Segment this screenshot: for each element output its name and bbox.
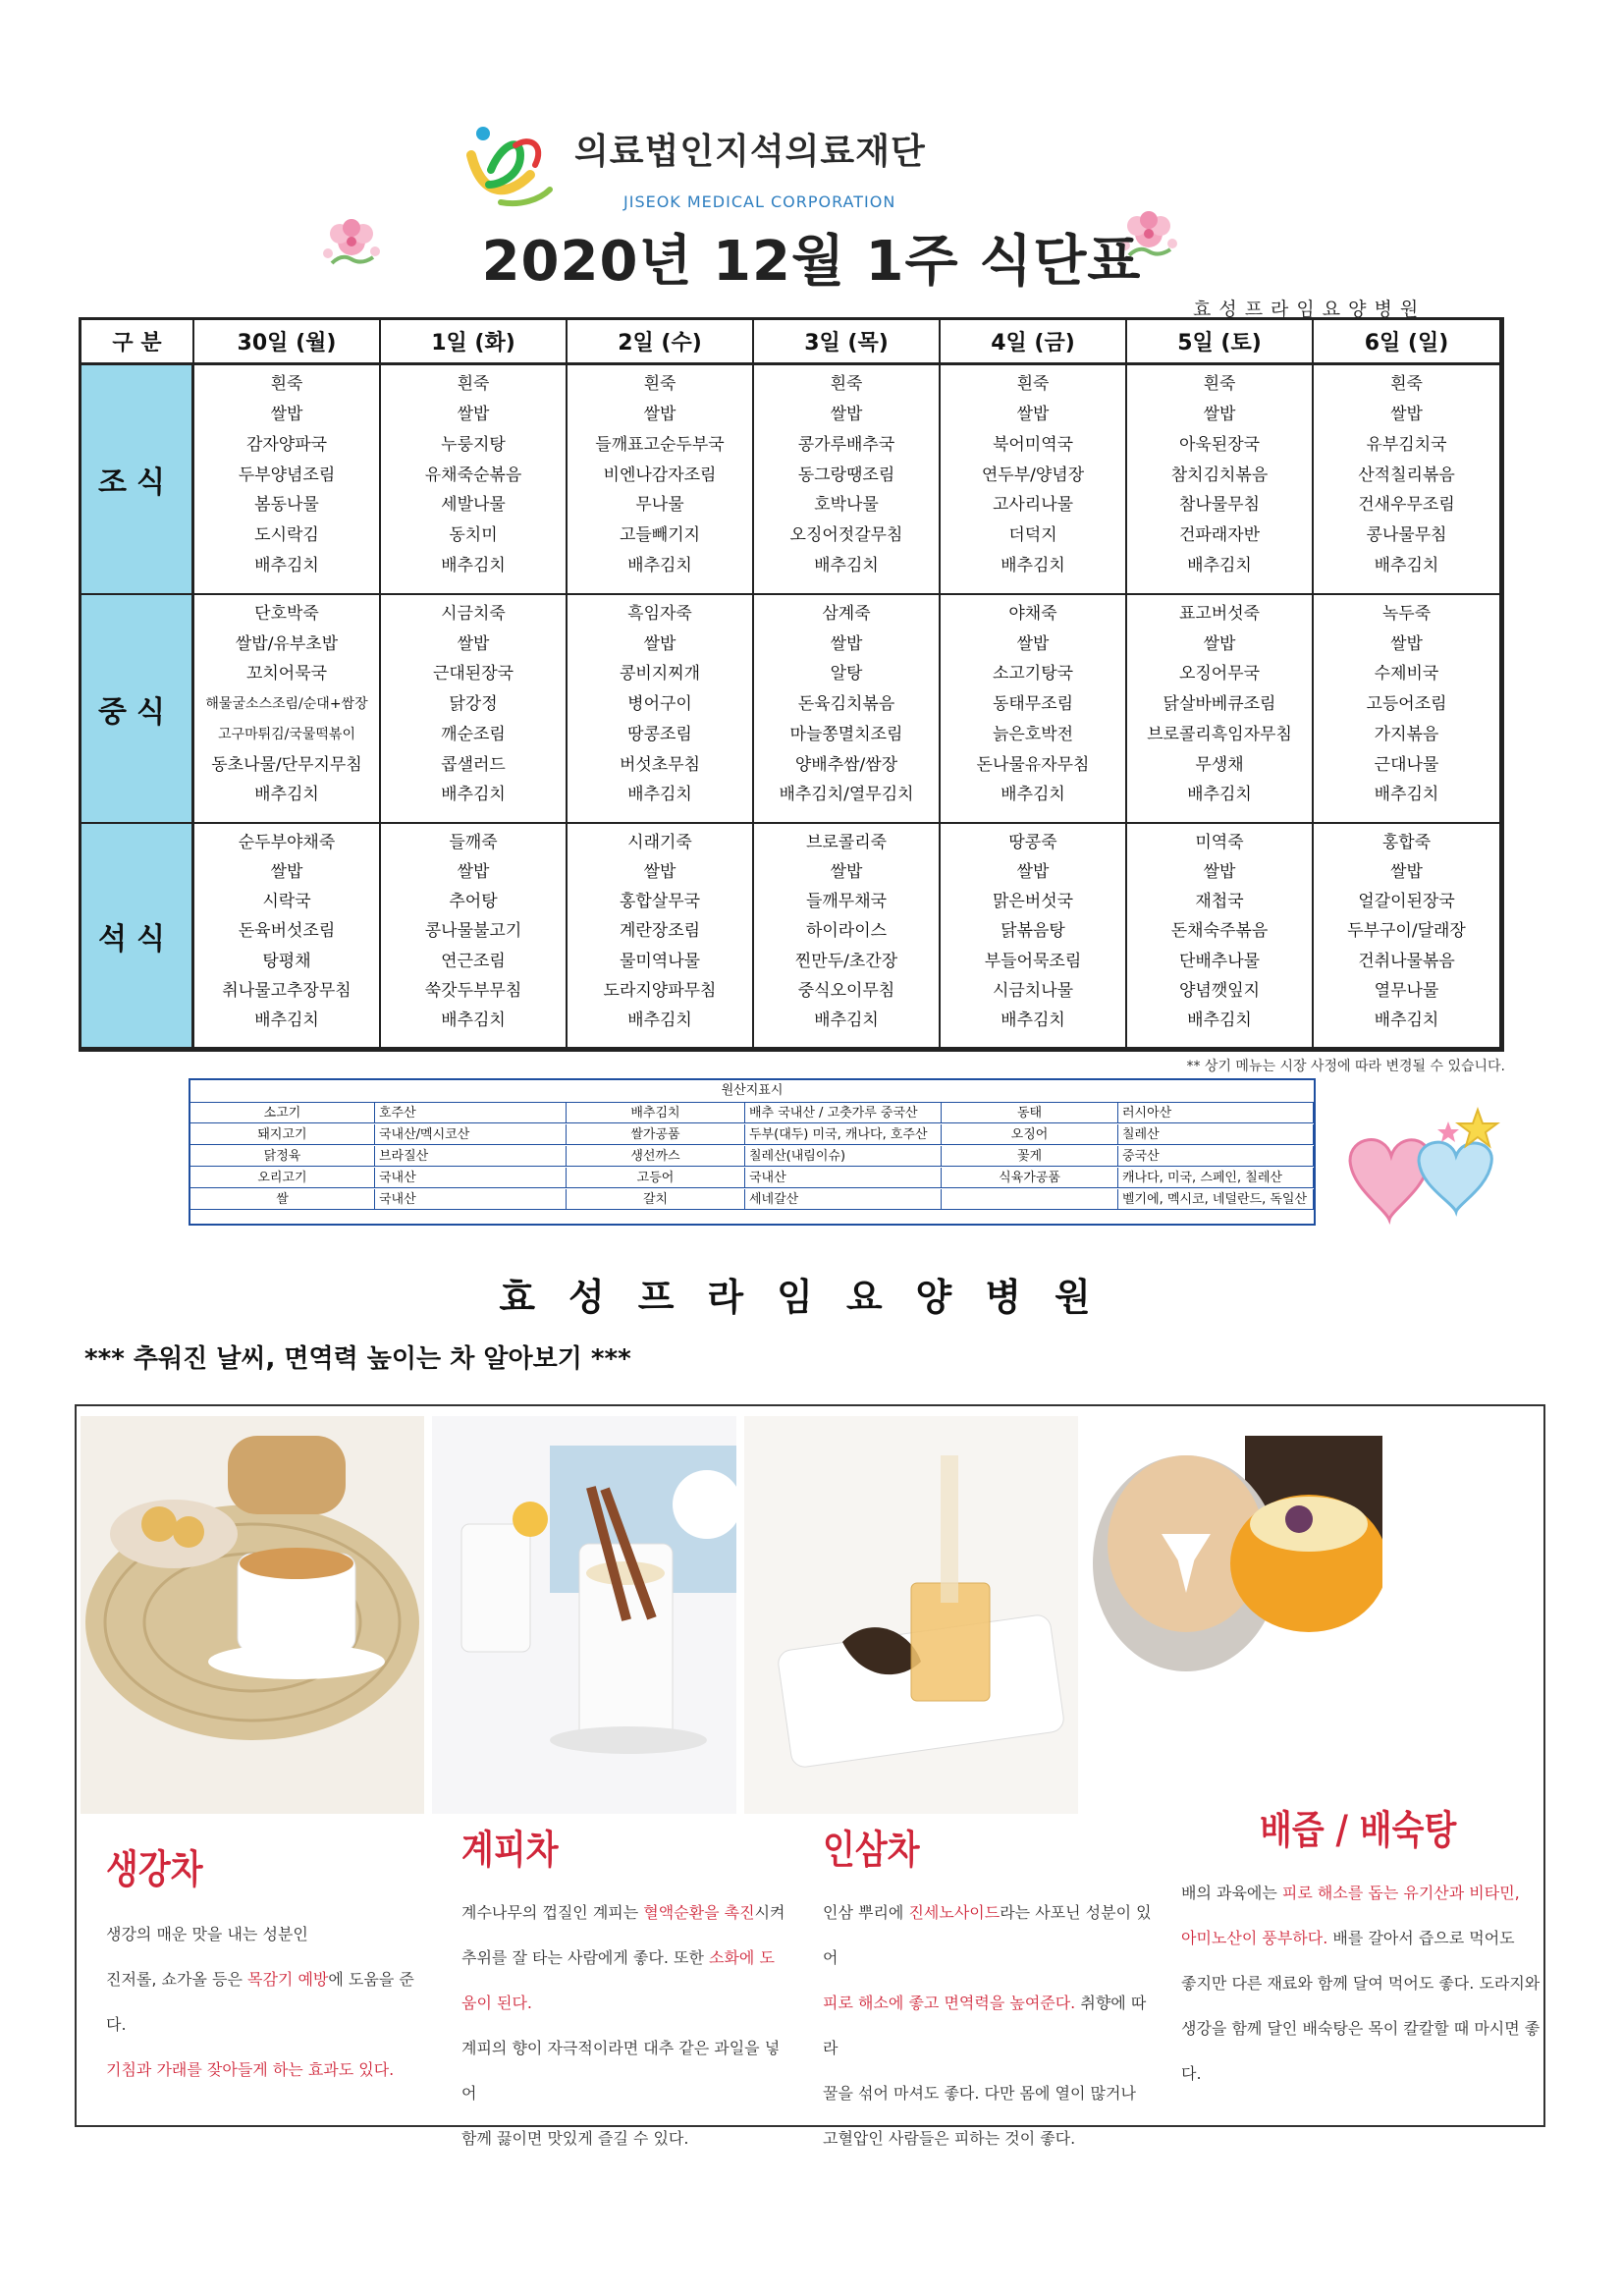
menu-item: 흰죽: [643, 374, 676, 394]
origin-item: 닭정육: [190, 1146, 375, 1167]
menu-item: 참치김치볶음: [1170, 465, 1269, 485]
menu-item: 취나물고추장무침: [222, 980, 352, 1001]
menu-item: 누룽지탕: [441, 434, 506, 455]
menu-cell: [941, 824, 1127, 1049]
menu-item: 쌀밥: [1016, 862, 1050, 883]
org-logo: [461, 116, 972, 214]
tea-description-line: [461, 2026, 785, 2116]
menu-item: 무나물: [635, 495, 684, 516]
menu-item: 콩나물무침: [1366, 525, 1447, 546]
menu-item: 버섯초무침: [619, 754, 701, 775]
menu-cell: [754, 595, 941, 824]
tea-description-line: [823, 1890, 1157, 1981]
menu-item: 야채죽: [1008, 604, 1057, 624]
origin-country: 벨기에, 멕시코, 네덜란드, 독일산: [1118, 1189, 1314, 1210]
menu-item: 돈나물유자무침: [976, 754, 1090, 775]
menu-change-notice: ** 상기 메뉴는 시장 사정에 따라 변경될 수 있습니다.: [1186, 1059, 1505, 1074]
menu-item: 시금치죽: [441, 604, 506, 624]
menu-item: 도시락김: [254, 525, 319, 546]
menu-item: 오징어무국: [1178, 664, 1261, 684]
org-logo-icon: [461, 116, 560, 214]
origin-country: 국내산: [375, 1168, 567, 1188]
menu-item: 쌀밥: [830, 862, 863, 883]
text-segment: 생강을 함께 달인 배숙탕은 목이 칼칼할 때 마시면 좋다.: [1181, 2019, 1541, 2083]
text-segment: 배의 과육에는: [1181, 1884, 1282, 1902]
header-day: 2일 (수): [568, 320, 754, 365]
highlighted-text: 혈액순환을 촉진: [643, 1903, 755, 1922]
menu-item: 동태무조림: [992, 694, 1074, 715]
menu-item: 쌀밥: [270, 862, 303, 883]
menu-item: 쌀밥: [1203, 633, 1236, 654]
menu-item: 감자양파국: [245, 434, 328, 455]
menu-item: 유부김치국: [1366, 434, 1447, 455]
origin-country: 캐나다, 미국, 스페인, 칠레산: [1118, 1168, 1314, 1188]
menu-item: 쌀밥/유부초밥: [235, 633, 339, 654]
text-segment: 계수나무의 껍질인 계피는: [461, 1903, 644, 1922]
menu-item: 고구마튀김/국물떡볶이: [218, 726, 355, 742]
menu-item: 오징어젓갈무침: [789, 525, 903, 546]
menu-cell: [1314, 824, 1501, 1049]
menu-item: 시락국: [262, 892, 311, 912]
menu-item: 더덕지: [1008, 525, 1057, 546]
origin-table-title: 원산지표시: [190, 1080, 1314, 1103]
menu-cell: [381, 365, 568, 595]
origin-country: 국내산: [745, 1168, 942, 1188]
text-segment: 꿀을 섞어 마셔도 좋다. 다만 몸에 열이 많거나: [823, 2084, 1136, 2103]
text-segment: 배를 갈아서 즙으로 먹어도: [1327, 1929, 1515, 1947]
menu-item: 배추김치: [441, 556, 506, 576]
menu-item: 땅콩조림: [627, 724, 692, 744]
menu-item: 연두부/양념장: [981, 465, 1085, 485]
menu-item: 들깨죽: [449, 833, 498, 852]
header-day: 4일 (금): [941, 320, 1127, 365]
tea-description-line: [461, 1890, 785, 1936]
menu-item: 고들빼기지: [619, 525, 701, 546]
highlighted-text: 피로 해소를 돕는 유기산과 비타민,: [1281, 1884, 1520, 1902]
text-segment: 함께 끓이면 맛있게 즐길 수 있다.: [461, 2129, 689, 2148]
text-segment: 인삼 뿌리에: [823, 1903, 909, 1922]
menu-item: 순두부야채죽: [238, 833, 336, 852]
menu-item: 연근조림: [441, 951, 506, 971]
menu-item: 시금치나물: [992, 980, 1074, 1001]
page-title: 2020년 12월 1주 식단표: [481, 230, 1142, 294]
menu-item: 봄동나물: [254, 495, 319, 516]
menu-item: 콥샐러드: [441, 754, 506, 775]
highlighted-text: 아미노산이 풍부하다.: [1181, 1929, 1328, 1947]
pear-tea-photo: [1088, 1416, 1382, 1814]
menu-item: 탕평채: [262, 951, 311, 971]
menu-item: 물미역나물: [619, 951, 701, 971]
menu-item: 비엔나감자조림: [603, 465, 717, 485]
menu-item: 녹두죽: [1381, 604, 1432, 624]
tea-info-box: [75, 1404, 1545, 2148]
highlighted-text: 진세노사이드: [908, 1903, 1001, 1922]
origin-country: 세네갈산: [745, 1189, 942, 1210]
menu-item: 동그랑땡조림: [797, 465, 895, 485]
origin-item: 돼지고기: [190, 1124, 375, 1145]
menu-item: 홍합죽: [1381, 833, 1432, 852]
origin-country: 국내산/멕시코산: [375, 1124, 567, 1145]
header-day: 30일 (월): [194, 320, 381, 365]
origin-country: 중국산: [1118, 1146, 1314, 1167]
menu-item: 호박나물: [814, 495, 879, 516]
menu-item: 단배추나물: [1178, 951, 1261, 971]
menu-item: 돈육김치볶음: [797, 694, 895, 715]
tea-description-line: [823, 2116, 1157, 2161]
menu-item: 배추김치: [1001, 785, 1065, 805]
menu-item: 중식오이무침: [797, 980, 895, 1001]
tea-description-line: [1181, 1916, 1544, 1961]
hospital-name-large: 효성프라임요양병원: [499, 1276, 1124, 1319]
menu-item: 재첩국: [1195, 892, 1244, 912]
menu-item: 닭살바베큐조림: [1163, 694, 1276, 715]
origin-item: 오징어: [942, 1124, 1118, 1145]
menu-item: 배추김치: [441, 785, 506, 805]
menu-item: 추어탕: [449, 892, 498, 912]
tea-description-line: [106, 1957, 420, 2048]
origin-country: 호주산: [375, 1103, 567, 1123]
origin-country: 칠레산(내림이슈): [745, 1146, 942, 1167]
origin-item: 꽃게: [942, 1146, 1118, 1167]
menu-item: 배추김치: [1187, 785, 1252, 805]
menu-item: 배추김치: [1374, 785, 1439, 805]
origin-country: 배추 국내산 / 고춧가루 중국산: [745, 1103, 942, 1123]
tea-description-line: [1181, 1961, 1544, 2006]
ginger-tea-description: [106, 1912, 420, 2093]
menu-item: 수제비국: [1374, 664, 1439, 684]
menu-item: 배추김치: [1374, 556, 1439, 576]
menu-item: 쌀밥: [1390, 404, 1423, 424]
menu-cell: [194, 365, 381, 595]
menu-cell: [1127, 595, 1314, 824]
menu-item: 배추김치: [1374, 1010, 1439, 1030]
menu-cell: [754, 365, 941, 595]
menu-item: 쌀밥: [457, 862, 490, 883]
origin-item: 고등어: [567, 1168, 745, 1188]
menu-item: 표고버섯죽: [1178, 604, 1261, 624]
origin-item: 갈치: [567, 1189, 745, 1210]
menu-item: 근대된장국: [432, 664, 514, 684]
menu-cell: [754, 824, 941, 1049]
menu-item: 동치미: [449, 525, 498, 546]
menu-item: 참나물무침: [1178, 495, 1261, 516]
menu-item: 시래기죽: [627, 833, 692, 852]
menu-item: 쌀밥: [1203, 404, 1236, 424]
cinnamon-tea-title: 계피차: [461, 1828, 559, 1873]
menu-item: 아욱된장국: [1178, 434, 1261, 455]
tea-description-line: [461, 1936, 785, 2026]
menu-item: 배추김치: [627, 785, 692, 805]
menu-item: 콩비지찌개: [619, 664, 701, 684]
header-day: 6일 (일): [1314, 320, 1501, 365]
menu-item: 들깨표고순두부국: [595, 434, 725, 455]
menu-cell: [568, 824, 754, 1049]
cinnamon-tea-photo: [432, 1416, 736, 1814]
menu-item: 병어구이: [627, 694, 692, 715]
origin-item: 동태: [942, 1103, 1118, 1123]
menu-item: 해물굴소스조림/순대+쌈장: [205, 696, 368, 713]
menu-item: 쌀밥: [643, 404, 676, 424]
menu-cell: [381, 595, 568, 824]
text-segment: 진저롤, 쇼가올 등은: [106, 1970, 247, 1989]
origin-item: 배추김치: [567, 1103, 745, 1123]
text-segment: 좋지만 다른 재료와 함께 달여 먹어도 좋다. 도라지와: [1181, 1974, 1541, 1993]
tea-description-line: [106, 2048, 420, 2093]
menu-item: 배추김치: [254, 556, 319, 576]
menu-item: 하이라이스: [805, 921, 888, 942]
menu-item: 닭볶음탕: [1001, 921, 1065, 942]
menu-item: 얼갈이된장국: [1358, 892, 1455, 912]
cinnamon-tea-description: [461, 1890, 785, 2161]
header-gubun: 구 분: [81, 320, 194, 365]
menu-item: 흰죽: [457, 374, 490, 394]
menu-item: 흰죽: [270, 374, 303, 394]
menu-item: 배추김치: [1187, 1010, 1252, 1030]
menu-cell: [568, 365, 754, 595]
tea-description-line: [1181, 2006, 1544, 2097]
menu-item: 쌀밥: [1390, 862, 1423, 883]
origin-item: 생선까스: [567, 1146, 745, 1167]
menu-item: 삼계죽: [822, 604, 871, 624]
menu-item: 배추김치: [814, 556, 879, 576]
origin-item: 소고기: [190, 1103, 375, 1123]
highlighted-text: 기침과 가래를 잦아들게 하는 효과도 있다.: [106, 2060, 395, 2079]
tea-description-line: [823, 2071, 1157, 2116]
menu-item: 배추김치: [254, 1010, 319, 1030]
origin-country: 국내산: [375, 1189, 567, 1210]
menu-item: 양념깻잎지: [1178, 980, 1261, 1001]
menu-item: 흰죽: [1390, 374, 1423, 394]
org-name-english: JISEOK MEDICAL CORPORATION: [623, 192, 896, 211]
menu-item: 유채죽순볶음: [424, 465, 522, 485]
menu-cell: [941, 595, 1127, 824]
header-day: 3일 (목): [754, 320, 941, 365]
menu-item: 건파래자반: [1178, 525, 1261, 546]
menu-item: 흰죽: [1016, 374, 1050, 394]
menu-item: 열무나물: [1374, 980, 1439, 1001]
origin-country: 브라질산: [375, 1146, 567, 1167]
menu-item: 브로콜리흑임자무침: [1147, 724, 1292, 744]
origin-item: 오리고기: [190, 1168, 375, 1188]
menu-item: 고사리나물: [992, 495, 1074, 516]
text-segment: 라는 사포닌 성분이 있어: [823, 1903, 1152, 1967]
text-segment: 에 도움을 준다.: [106, 1970, 414, 2034]
menu-cell: [194, 824, 381, 1049]
ginger-tea-photo: [81, 1416, 424, 1814]
weekly-menu-table: [79, 317, 1504, 1052]
menu-item: 근대나물: [1374, 754, 1439, 775]
menu-item: 산적칠리볶음: [1358, 465, 1455, 485]
menu-item: 쌀밥: [1016, 633, 1050, 654]
highlighted-text: 소화에 도움이 된다.: [461, 1948, 775, 2012]
tea-description-line: [823, 1981, 1157, 2071]
menu-item: 건취나물볶음: [1358, 951, 1455, 971]
org-name: 의료법인지석의료재단: [574, 132, 926, 172]
menu-item: 부들어묵조림: [984, 951, 1082, 971]
menu-item: 흰죽: [830, 374, 863, 394]
menu-item: 콩가루배추국: [797, 434, 895, 455]
menu-item: 건새우무조림: [1358, 495, 1455, 516]
menu-item: 북어미역국: [992, 434, 1074, 455]
menu-item: 늙은호박전: [992, 724, 1074, 744]
hearts-decoration-icon: [1330, 1102, 1507, 1239]
tea-description-line: [106, 1912, 420, 1957]
meal-label: 석식: [81, 824, 194, 1049]
menu-item: 알탕: [830, 664, 863, 684]
menu-cell: [194, 595, 381, 824]
menu-item: 브로콜리죽: [805, 833, 888, 852]
menu-item: 세발나물: [441, 495, 506, 516]
header-day: 5일 (토): [1127, 320, 1314, 365]
menu-item: 배추김치: [441, 1010, 506, 1030]
highlighted-text: 목감기 예방: [247, 1970, 329, 1989]
origin-country: 러시아산: [1118, 1103, 1314, 1123]
menu-item: 쌀밥: [643, 633, 676, 654]
origin-table: [189, 1078, 1316, 1226]
menu-item: 닭강정: [449, 694, 498, 715]
menu-item: 쌀밥: [457, 633, 490, 654]
ginseng-tea-photo: [744, 1416, 1078, 1814]
tea-description-line: [461, 2116, 785, 2161]
tea-section-heading: *** 추워진 날씨, 면역력 높이는 차 알아보기 ***: [84, 1344, 631, 1374]
menu-item: 쌀밥: [457, 404, 490, 424]
origin-item: 쌀가공품: [567, 1124, 745, 1145]
menu-item: 동초나물/단무지무침: [211, 754, 362, 775]
menu-item: 도라지양파무침: [603, 980, 717, 1001]
text-segment: 계피의 향이 자극적이라면 대추 같은 과일을 넣어: [461, 2039, 781, 2103]
menu-item: 단호박죽: [254, 604, 319, 624]
menu-item: 쌀밥: [643, 862, 676, 883]
text-segment: 시켜: [754, 1903, 785, 1922]
origin-item: 쌀: [190, 1189, 375, 1210]
menu-item: 두부양념조림: [238, 465, 336, 485]
text-segment: 추위를 잘 타는 사람에게 좋다. 또한: [461, 1948, 709, 1967]
menu-item: 땅콩죽: [1008, 833, 1057, 852]
menu-item: 계란장조림: [619, 921, 701, 942]
meal-label: 조식: [81, 365, 194, 595]
menu-item: 홍합살무국: [619, 892, 701, 912]
menu-item: 꼬치어묵국: [245, 664, 328, 684]
menu-item: 쌀밥: [270, 404, 303, 424]
text-segment: 고혈압인 사람들은 피하는 것이 좋다.: [823, 2129, 1076, 2148]
hospital-name-small: 효성프라임요양병원: [1193, 299, 1427, 320]
tea-description-line: [1181, 1871, 1544, 1916]
menu-item: 깨순조림: [441, 724, 506, 744]
menu-cell: [1314, 365, 1501, 595]
menu-cell: [568, 595, 754, 824]
menu-item: 무생채: [1195, 754, 1244, 775]
menu-item: 두부구이/달래장: [1347, 921, 1466, 942]
menu-item: 배추김치: [627, 1010, 692, 1030]
menu-item: 쑥갓두부무침: [424, 980, 522, 1001]
meal-label: 중식: [81, 595, 194, 824]
origin-item: [942, 1189, 1118, 1210]
pear-tea-description: [1181, 1871, 1544, 2097]
highlighted-text: 피로 해소에 좋고 면역력을 높여준다.: [823, 1994, 1076, 2012]
menu-item: 쌀밥: [830, 633, 863, 654]
menu-item: 들깨무채국: [805, 892, 888, 912]
menu-item: 미역죽: [1195, 833, 1244, 852]
menu-item: 배추김치: [814, 1010, 879, 1030]
origin-country: 두부(대두) 미국, 캐나다, 호주산: [745, 1124, 942, 1145]
menu-item: 돈육버섯조림: [238, 921, 336, 942]
menu-item: 돈채숙주볶음: [1170, 921, 1269, 942]
menu-cell: [1127, 365, 1314, 595]
menu-cell: [1127, 824, 1314, 1049]
menu-item: 배추김치: [1187, 556, 1252, 576]
origin-country: 칠레산: [1118, 1124, 1314, 1145]
menu-cell: [381, 824, 568, 1049]
menu-item: 맑은버섯국: [992, 892, 1074, 912]
menu-cell: [941, 365, 1127, 595]
menu-item: 흰죽: [1203, 374, 1236, 394]
menu-item: 쌀밥: [1390, 633, 1423, 654]
text-segment: 취향에 따라: [823, 1994, 1147, 2057]
menu-item: 흑임자죽: [627, 604, 692, 624]
menu-item: 배추김치/열무김치: [779, 785, 914, 805]
menu-item: 배추김치: [1001, 556, 1065, 576]
ginseng-tea-description: [823, 1890, 1157, 2161]
menu-item: 소고기탕국: [992, 664, 1074, 684]
header-day: 1일 (화): [381, 320, 568, 365]
menu-item: 마늘쫑멸치조림: [789, 724, 903, 744]
menu-item: 고등어조림: [1366, 694, 1447, 715]
menu-item: 배추김치: [1001, 1010, 1065, 1030]
menu-item: 찐만두/초간장: [794, 951, 898, 971]
menu-item: 쌀밥: [830, 404, 863, 424]
pear-tea-title: 배즙 / 배숙탕: [1260, 1808, 1457, 1853]
text-segment: 생강의 매운 맛을 내는 성분인: [106, 1925, 308, 1943]
menu-item: 배추김치: [254, 785, 319, 805]
menu-item: 쌀밥: [1016, 404, 1050, 424]
menu-item: 양배추쌈/쌈장: [794, 754, 898, 775]
menu-item: 콩나물불고기: [424, 921, 522, 942]
ginseng-tea-title: 인삼차: [823, 1828, 920, 1873]
origin-item: 식육가공품: [942, 1168, 1118, 1188]
menu-cell: [1314, 595, 1501, 824]
menu-item: 배추김치: [627, 556, 692, 576]
menu-item: 가지볶음: [1374, 724, 1439, 744]
menu-item: 쌀밥: [1203, 862, 1236, 883]
ginger-tea-title: 생강차: [106, 1847, 203, 1892]
